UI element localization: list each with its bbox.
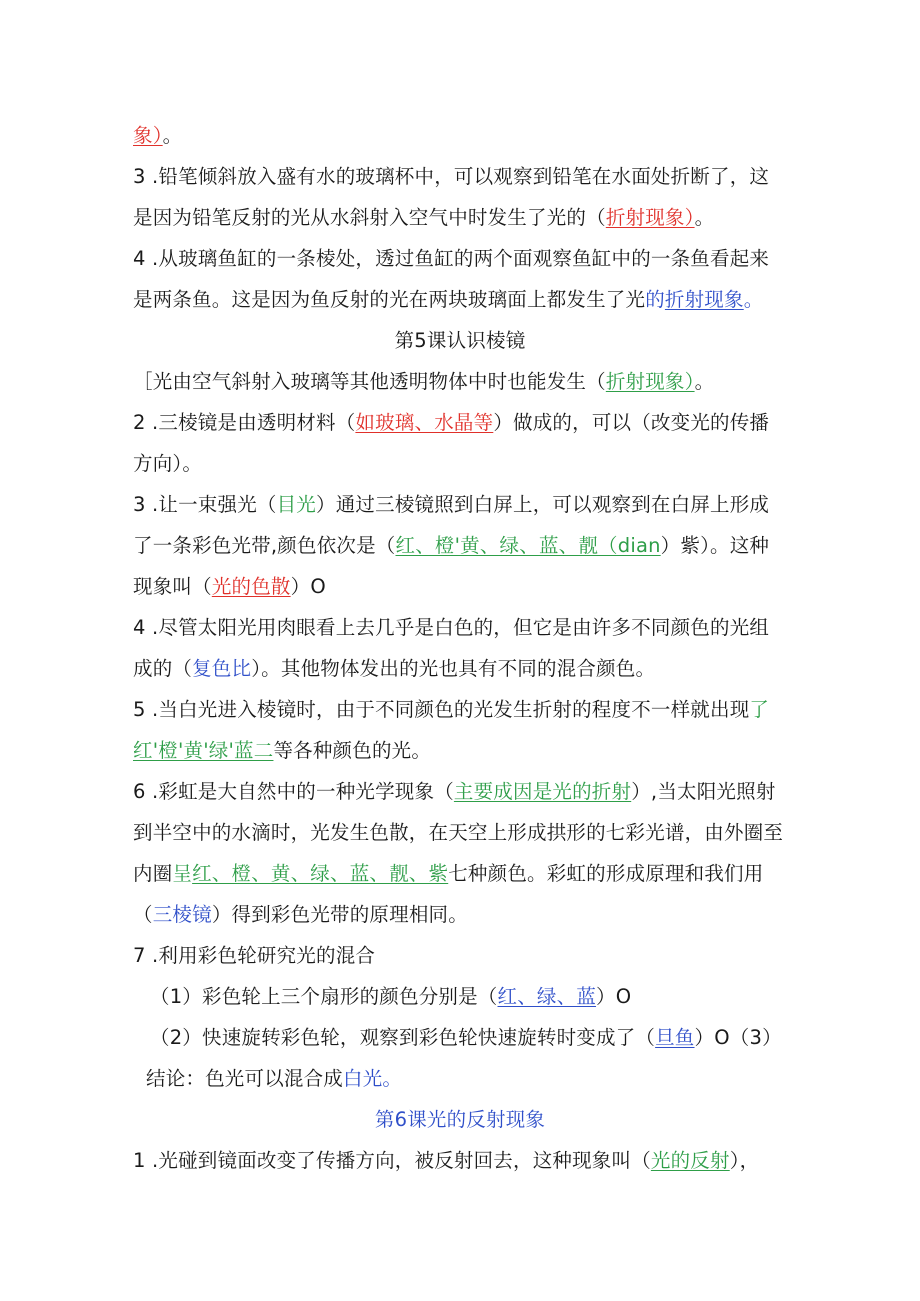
text-line-3: 是因为铅笔反射的光从水斜射入空气中时发生了光的（折射现象）。 [133, 206, 715, 229]
sub-item-1: （1）彩色轮上三个扇形的颜色分别是（红、绿、蓝）O [150, 985, 632, 1008]
text-line-12: 现象叫（光的色散）O [133, 575, 326, 598]
text-line-11: 了一条彩色光带,颜色依次是（红、橙'黄、绿、蓝、靓（dian）紫）。这种 [133, 534, 770, 557]
item-3-pencil-refraction: 3 .铅笔倾斜放入盛有水的玻璃杯中，可以观察到铅笔在水面处折断了，这 [133, 165, 770, 188]
answer-prism: 三棱镜 [152, 903, 212, 926]
text-line-1: 象）。 [133, 124, 183, 147]
item-3-strong-light: 3 .让一束强光（目光）通过三棱镜照到白屏上，可以观察到在白屏上形成 [133, 493, 770, 516]
text-line-5: 是两条鱼。这是因为鱼反射的光在两块玻璃面上都发生了光的折射现象。 [133, 288, 764, 311]
sub-item-2: （2）快速旋转彩色轮，观察到彩色轮快速旋转时变成了（旦鱼）O（3） [150, 1026, 782, 1049]
lesson-5-heading: 第5课认识棱镜 [394, 329, 526, 352]
answer-reflection: 光的反射 [650, 1149, 730, 1172]
answer-colors: 红'橙'黄'绿'蓝二 [133, 739, 274, 762]
answer-refraction-green: 折射现象） [605, 370, 695, 393]
answer-dispersion: 光的色散 [211, 575, 291, 598]
item-5-white-light: 5 .当白光进入棱镜时，由于不同颜色的光发生折射的程度不一样就出现了 [133, 698, 770, 721]
lesson-6-heading: 第6课光的反射现象 [374, 1108, 546, 1131]
item-2-prism-material: 2 .三棱镜是由透明材料（如玻璃、水晶等）做成的，可以（改变光的传播 [133, 411, 770, 434]
answer-glass-crystal: 如玻璃、水晶等 [355, 411, 494, 434]
item-4-sunlight: 4 .尽管太阳光用肉眼看上去几乎是白色的，但它是由许多不同颜色的光组 [133, 616, 770, 639]
answer-white-light: 白光 [343, 1067, 383, 1090]
answer-rainbow-cause: 主要成因是光的折射 [453, 780, 632, 803]
text-line-18: 到半空中的水滴时，光发生色散，在天空上形成拱形的七彩光谱，由外圈至 [133, 821, 784, 844]
text-line-14: 成的（复色比）。其他物体发出的光也具有不同的混合颜色。 [133, 657, 656, 680]
answer-reflection-phenomenon-end: 象） [133, 124, 163, 147]
answer-rgb: 红、绿、蓝 [497, 985, 597, 1008]
answer-rainbow-colors: 红、橙、黄、绿、蓝、靓、紫 [192, 862, 449, 885]
text-line-20: （三棱镜）得到彩色光带的原理相同。 [133, 903, 468, 926]
text-line-19: 内圈呈红、橙、黄、绿、蓝、靓、紫七种颜色。彩虹的形成原理和我们用 [133, 862, 764, 885]
answer-refraction-blue: 折射现象 [664, 288, 744, 311]
answer-color-order: 红、橙'黄、绿、蓝、靓（dian [395, 534, 661, 557]
item-7-color-wheel: 7 .利用彩色轮研究光的混合 [133, 944, 376, 967]
item-6-rainbow: 6 .彩虹是大自然中的一种光学现象（主要成因是光的折射）,当太阳光照射 [133, 780, 776, 803]
answer-sunlight: 目光 [276, 493, 317, 516]
answer-composite-light: 复色比 [192, 657, 252, 680]
item-1-reflection: 1 .光碰到镜面改变了传播方向，被反射回去，这种现象叫（光的反射）， [133, 1149, 760, 1172]
answer-refraction: 折射现象） [605, 206, 695, 229]
item-4-fish-tank: 4 .从玻璃鱼缸的一条棱处，透过鱼缸的两个面观察鱼缸中的一条鱼看起来 [133, 247, 770, 270]
conclusion-line: 结论：色光可以混合成白光。 [146, 1067, 403, 1090]
text-line-16: 红'橙'黄'绿'蓝二等各种颜色的光。 [133, 739, 432, 762]
text-line-9: 方向）。 [133, 452, 203, 475]
item-1-prism: ［光由空气斜射入玻璃等其他透明物体中时也能发生（折射现象）。 [133, 370, 715, 393]
answer-white: 旦鱼 [655, 1026, 695, 1049]
